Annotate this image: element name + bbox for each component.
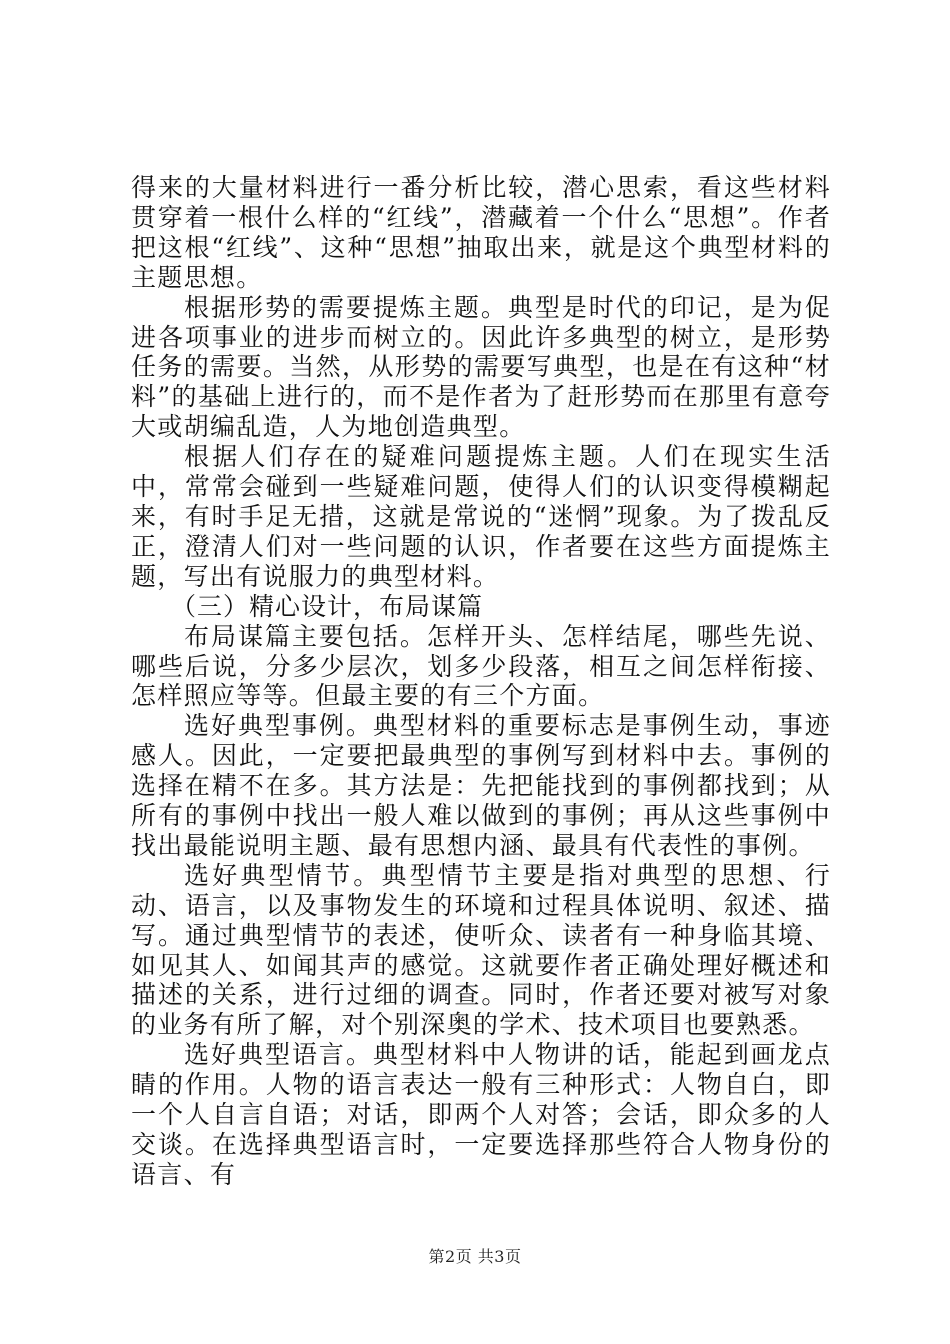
paragraph-continuation: 得来的大量材料进行一番分析比较，潜心思索，看这些材料贯穿着一根什么样的“红线”，潜藏着一个什么“思想”。作者把这根“红线”、这种“思想”抽取出来，就是这个典型材料的主题思想。 — [131, 173, 831, 292]
paragraph-typical-examples: 选好典型事例。典型材料的重要标志是事例生动，事迹感人。因此，一定要把最典型的事例写到材料中去。事例的选择在精不在多。其方法是：先把能找到的事例都找到；从所有的事例中找出一般人难以做到的事例；再从这些事例中找出最能说明主题、最有思想内涵、最具有代表性的事例。 — [131, 711, 831, 860]
paragraph-typical-language: 选好典型语言。典型材料中人物讲的话，能起到画龙点睛的作用。人物的语言表达一般有三种形式：人物自白，即一个人自言自语；对话，即两个人对答；会话，即众多的人交谈。在选择典型语言时，一定要选择那些符合人物身份的语言、有 — [131, 1040, 831, 1189]
page-number-footer: 第2页 共3页 — [428, 1247, 522, 1266]
document-body — [131, 173, 831, 1190]
paragraph-difficult-questions-theme: 根据人们存在的疑难问题提炼主题。人们在现实生活中，常常会碰到一些疑难问题，使得人们的认识变得模糊起来，有时手足无措，这就是常说的“迷惘”现象。为了拨乱反正，澄清人们对一些问题的认识，作者要在这些方面提炼主题，写出有说服力的典型材料。 — [131, 442, 831, 591]
paragraph-typical-plots: 选好典型情节。典型情节主要是指对典型的思想、行动、语言，以及事物发生的环境和过程具体说明、叙述、描写。通过典型情节的表述，使听众、读者有一种身临其境、如见其人、如闻其声的感觉。这就要作者正确处理好概述和描述的关系，进行过细的调查。同时，作者还要对被写对象的业务有所了解，对个别深奥的学术、技术项目也要熟悉。 — [131, 860, 831, 1040]
paragraph-layout-overview: 布局谋篇主要包括。怎样开头、怎样结尾，哪些先说、哪些后说，分多少层次，划多少段落，相互之间怎样衔接、怎样照应等等。但最主要的有三个方面。 — [131, 621, 831, 711]
section-heading: （三）精心设计，布局谋篇 — [171, 591, 484, 621]
paragraph-situation-theme: 根据形势的需要提炼主题。典型是时代的印记，是为促进各项事业的进步而树立的。因此许多典型的树立，是形势任务的需要。当然，从形势的需要写典型，也是在有这种“材料”的基础上进行的，而不是作者为了赶形势而在那里有意夸大或胡编乱造，人为地创造典型。 — [131, 292, 831, 442]
